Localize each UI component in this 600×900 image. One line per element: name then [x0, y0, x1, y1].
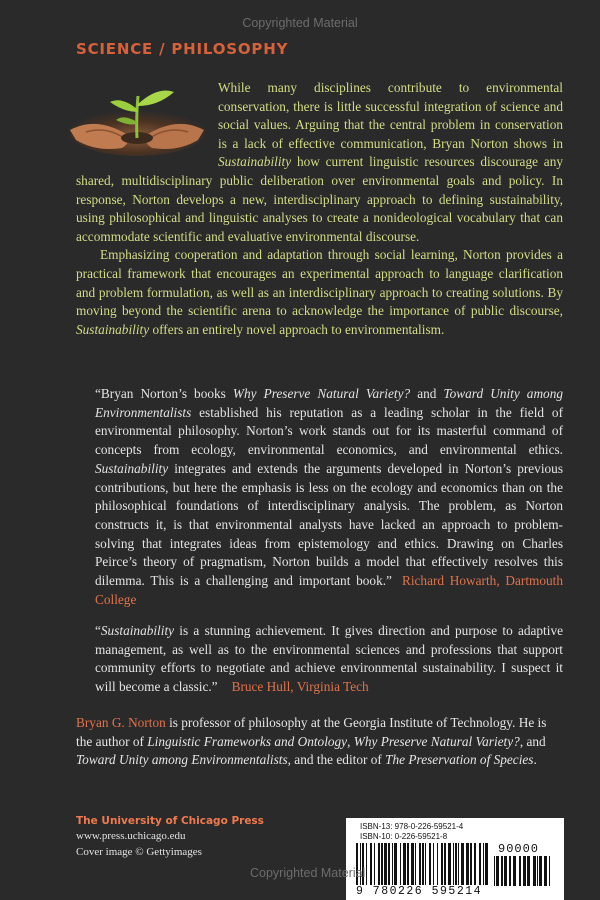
price-code: 90000 — [498, 842, 540, 856]
barcode-bar — [437, 843, 438, 885]
barcode-bar — [523, 856, 526, 886]
barcode-bar — [494, 856, 495, 886]
barcode-bar — [474, 843, 476, 885]
barcode-bar — [483, 843, 484, 885]
isbn-10: ISBN-10: 0-226-59521-8 — [360, 832, 448, 841]
barcode-bar — [433, 843, 434, 885]
barcode-bar — [509, 856, 511, 886]
barcode-bar — [513, 856, 516, 886]
isbn-barcode — [346, 818, 564, 900]
barcode-bar — [419, 843, 421, 885]
barcode-bar — [403, 843, 406, 885]
review-quote-howarth: “Bryan Norton’s books Why Preserve Natural Variety? and Toward Unity among Environmentalists established his reputation as a leading scholar in the field of environmental philosophy. Norton’s work stands out for its masterful command of concepts from ecology, environmental economics, and environmental ethics. Sustainability integrates and extends the arguments developed in Norton’s previous contributions, but here the emphasis is less on the ecology and economics than on the philosophical foundations of interdisciplinary analysis. The problem, as Norton constructs it, is that environmental analysts have lacked an approach to problem-solving that integrates ideas from epistemology and ethics. Drawing on Charles Peirce’s theory of pragmatism, Norton builds a model that effectively resolves this dilemma. This is a challenging and important book.” Richard Howarth, Dartmouth College — [95, 386, 564, 607]
barcode-bar — [479, 843, 481, 885]
barcode-bar — [388, 843, 390, 885]
barcode-bar — [411, 843, 414, 885]
publisher-name: The University of Chicago Press — [76, 815, 264, 827]
barcode-bar — [458, 843, 459, 885]
barcode-bar — [429, 843, 431, 885]
cover-credit: Cover image © Gettyimages — [76, 846, 202, 858]
barcode-bar — [366, 843, 367, 885]
barcode-bar — [381, 843, 383, 885]
barcode-bar — [496, 856, 499, 886]
barcode-bar — [485, 843, 488, 885]
barcode-bar — [539, 856, 542, 886]
category-label: SCIENCE / PHILOSOPHY — [76, 40, 289, 58]
price-barcode-bars — [494, 856, 554, 886]
description-paragraph-2: Emphasizing cooperation and adaptation through social learning, Norton provides a practical framework that encourages an experimental approach to language clarification and problem formulation, as well as an interdisciplinary approach to creating solutions. By moving beyond the scientific arena to acknowledge the importance of public discourse, Sustainability offers an entirely novel approach to environmentalism. — [76, 247, 563, 337]
isbn-13: ISBN-13: 978-0-226-59521-4 — [360, 822, 464, 831]
barcode-bar — [453, 843, 454, 885]
barcode-bar — [392, 843, 393, 885]
barcode-bar — [501, 856, 503, 886]
barcode-bar — [370, 843, 372, 885]
barcode-bar — [441, 843, 443, 885]
watermark-bottom: Copyrighted Material — [250, 866, 366, 880]
barcode-bar — [504, 856, 507, 886]
quote-attribution: Bruce Hull, Virginia Tech — [231, 679, 369, 695]
review-quote-hull: “Sustainability is a stunning achievement. It gives direction and purpose to adaptive management, as well as to the environmental sciences and professions that support community efforts to negotiate and achieve environmental sustainability. I suspect it will become a classic.” Bruce Hull, Virginia Tech — [95, 623, 563, 695]
barcode-bar — [394, 843, 397, 885]
barcode-bar — [533, 856, 536, 886]
barcode-bar — [378, 843, 380, 885]
author-name: Bryan G. Norton — [76, 715, 166, 730]
barcode-bar — [422, 843, 424, 885]
barcode-bar — [461, 843, 464, 885]
author-bio: Bryan G. Norton is professor of philosophy at the Georgia Institute of Technology. He is the author of Linguistic Frameworks and Ontology, Why Preserve Natural Variety?, and Toward Unity among Environmentalists, and the editor of The Preservation of Species. — [76, 715, 547, 768]
barcode-bar — [374, 843, 375, 885]
ean-number: 9 780226 595214 — [356, 885, 483, 898]
barcode-bar — [400, 843, 401, 885]
barcode-bar — [407, 843, 409, 885]
barcode-bar — [470, 843, 472, 885]
barcode-bar — [544, 856, 547, 886]
barcode-bar — [537, 856, 538, 886]
barcode-bar — [425, 843, 426, 885]
barcode-bar — [444, 843, 446, 885]
barcode-bar — [455, 843, 457, 885]
barcode-bar — [527, 856, 530, 886]
barcode-bar — [549, 856, 550, 886]
publisher-website: www.press.uchicago.edu — [76, 830, 186, 842]
description-paragraph-1: While many disciplines contribute to environmental conservation, there is little successful integration of science and social values. Arguing that the central problem in conservation is a lack of effective communication, Bryan Norton shows in Sustainability how current linguistic resources discourage any shared, multidisciplinary public deliberation over environmental goals and policy. In response, Norton develops a new, interdisciplinary approach to defining sustainability, using philosophical and linguistic analyses to create a nonideological vocabulary that can accommodate scientific and evaluative environmental discourse. — [76, 80, 563, 244]
watermark-top: Copyrighted Material — [242, 16, 358, 30]
description — [76, 79, 563, 339]
barcode-bar — [519, 856, 521, 886]
barcode-bar — [448, 843, 451, 885]
barcode-bars — [356, 843, 488, 885]
barcode-bar — [415, 843, 416, 885]
quote-attribution: Richard Howarth, Dartmouth College — [95, 573, 564, 607]
barcode-bar — [384, 843, 387, 885]
barcode-bar — [466, 843, 469, 885]
